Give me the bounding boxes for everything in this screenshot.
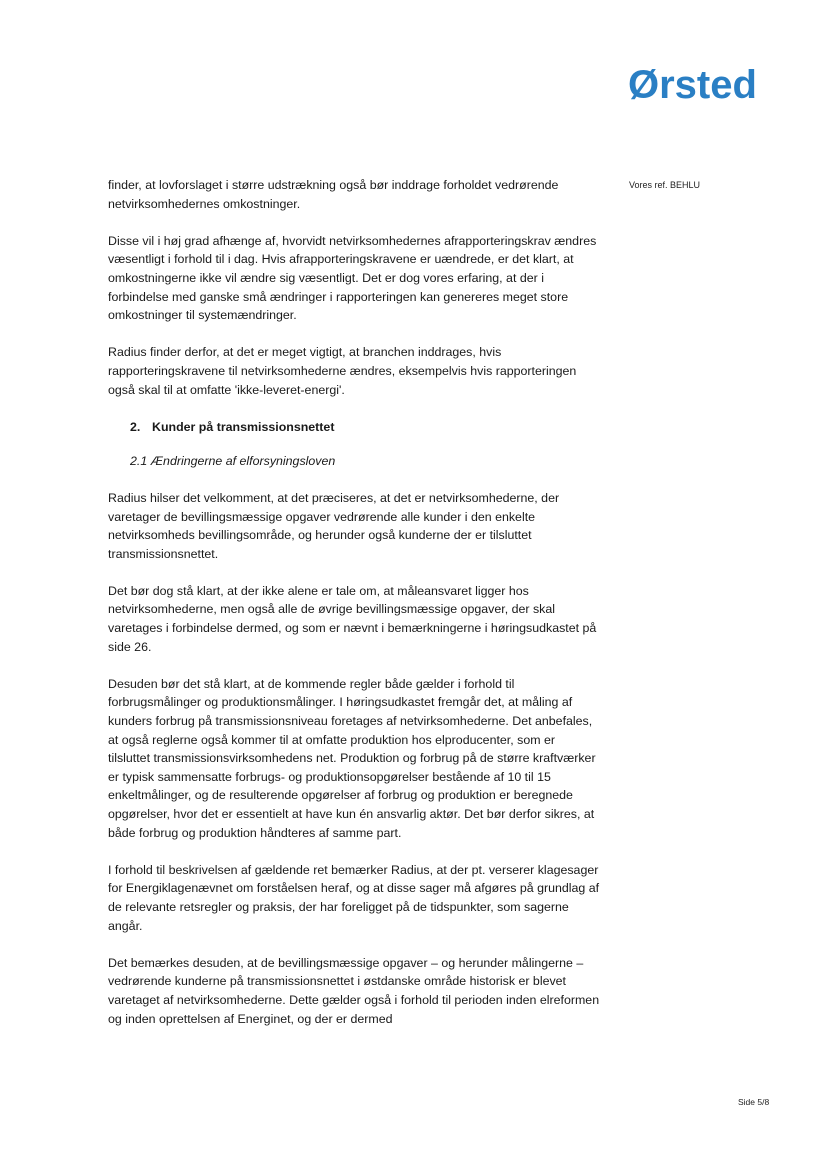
- orsted-logo: [628, 60, 773, 108]
- paragraph: Radius hilser det velkomment, at det præciseres, at det er netvirksomhederne, der varetager de bevillingsmæssige opgaver vedrørende alle kunder i den enkelte netvirksomheds bevillingsområde, og herunder også kunderne der er tilsluttet transmissionsnettet.: [108, 490, 560, 561]
- section-title: Kunder på transmissionsnettet: [152, 419, 335, 434]
- section-number: 2.: [130, 419, 141, 434]
- document-body: [108, 176, 600, 1047]
- section-heading: [130, 418, 600, 437]
- orsted-logo-mark: [628, 60, 773, 108]
- paragraph: Desuden bør det stå klart, at de kommende regler både gælder i forhold til forbrugsmålinger og produktionsmålinger. I høringsudkastet fremgår det, at måling af kunders forbrug på transmissionsniveau foretages af netvirksomhederne. Det anbefales, at også reglerne også kommer til at omfatte produktion hos elproducenter, som er tilsluttet transmissionsvirksomhedens net. Produktion og forbrug på de større kraftværker er typisk sammensatte forbrugs- og produktionsopgørelser bestående af 10 til 15 enkeltmålinger, og de resulterende opgørelser af forbrug og produktion er beregnede opgørelser, hvor det er essentielt at have kun én ansvarlig aktør. Det bør derfor sikres, at både forbrug og produktion håndteres af samme part.: [108, 676, 596, 840]
- subsection-heading: 2.1 Ændringerne af elforsyningsloven: [130, 454, 336, 469]
- paragraph: Det bør dog stå klart, at der ikke alene er tale om, at måleansvaret ligger hos netvirksomhederne, men også alle de øvrige bevillingsmæssige opgaver, der skal varetages i forbindelse dermed, og som er nævnt i bemærkningerne i høringsudkastet på side 26.: [108, 583, 597, 654]
- reference-label: Vores ref. BEHLU: [629, 180, 701, 190]
- paragraph: Radius finder derfor, at det er meget vigtigt, at branchen inddrages, hvis rapporteringskravene til netvirksomhederne ændres, eksempelvis hvis rapporteringen også skal til at omfatte 'ikke-leveret-energi'.: [108, 345, 577, 397]
- paragraph: Disse vil i høj grad afhænge af, hvorvidt netvirksomhedernes afrapporteringskrav ændres væsentligt i forhold til i dag. Hvis afrapporteringskravene er uændrede, er det klart, at omkostningerne ikke vil ændre sig væsentligt. Det er dog vores erfaring, at der i forbindelse med ganske små ændringer i rapporteringen kan genereres meget store omkostninger til systemændringer.: [108, 233, 597, 323]
- paragraph: I forhold til beskrivelsen af gældende ret bemærker Radius, at der pt. verserer klagesager for Energiklagenævnet om forståelsen heraf, og at disse sager må afgøres på grundlag af de relevante retsregler og praksis, der har foreligget på de tidspunkter, som sagerne angår.: [108, 862, 600, 933]
- page-number: Side 5/8: [738, 1097, 770, 1107]
- paragraph: finder, at lovforslaget i større udstrækning også bør inddrage forholdet vedrørende netvirksomhedernes omkostninger.: [108, 178, 559, 211]
- logo-wordmark: Ørsted: [628, 63, 757, 107]
- paragraph: Det bemærkes desuden, at de bevillingsmæssige opgaver – og herunder målingerne – vedrørende kunderne på transmissionsnettet i østdanske område historisk er blevet varetaget af netvirksomhederne. Dette gælder også i forhold til perioden inden elreformen og inden oprettelsen af Energinet, og der er dermed: [108, 955, 600, 1026]
